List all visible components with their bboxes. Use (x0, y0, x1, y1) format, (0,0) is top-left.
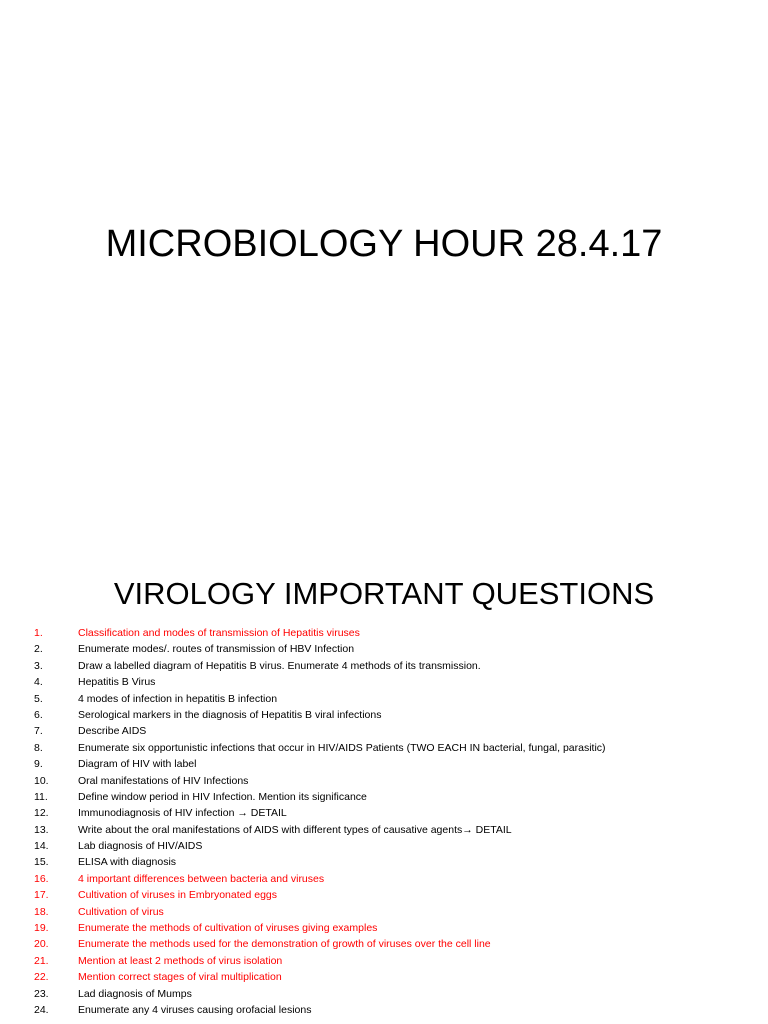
question-number: 2. (34, 643, 43, 656)
question-number: 3. (34, 659, 43, 672)
question-item (0, 854, 768, 870)
question-text: Describe AIDS (78, 725, 147, 738)
question-number: 22. (34, 971, 49, 984)
question-number: 9. (34, 758, 43, 771)
question-text: Lab diagnosis of HIV/AIDS (78, 840, 203, 853)
question-item (0, 871, 768, 887)
question-number: 19. (34, 922, 49, 935)
question-number: 12. (34, 807, 49, 820)
question-number: 15. (34, 856, 49, 869)
question-text: Mention correct stages of viral multiplication (78, 971, 282, 984)
question-item (0, 789, 768, 805)
question-item (0, 641, 768, 657)
question-number: 18. (34, 905, 49, 918)
question-item (0, 805, 768, 821)
question-number: 16. (34, 872, 49, 885)
question-item (0, 658, 768, 674)
question-item (0, 707, 768, 723)
question-number: 7. (34, 725, 43, 738)
question-item (0, 838, 768, 854)
question-text: Draw a labelled diagram of Hepatitis B virus. Enumerate 4 methods of its transmission. (78, 659, 481, 672)
question-item (0, 740, 768, 756)
question-list (0, 625, 768, 1018)
question-item (0, 691, 768, 707)
question-item (0, 723, 768, 739)
question-item (0, 936, 768, 952)
page-title: MICROBIOLOGY HOUR 28.4.17 (105, 223, 663, 265)
question-text: 4 important differences between bacteria and viruses (78, 872, 325, 885)
question-number: 24. (34, 1003, 49, 1016)
question-item (0, 756, 768, 772)
question-item (0, 887, 768, 903)
question-item (0, 822, 768, 838)
question-item (0, 625, 768, 641)
question-number: 13. (34, 823, 49, 836)
question-number: 8. (34, 741, 43, 754)
question-text: Enumerate any 4 viruses causing orofacial lesions (78, 1003, 312, 1016)
section-heading: VIROLOGY IMPORTANT QUESTIONS (113, 576, 655, 611)
question-text: Diagram of HIV with label (78, 758, 197, 771)
question-number: 21. (34, 954, 49, 967)
question-number: 23. (34, 987, 49, 1000)
question-number: 14. (34, 840, 49, 853)
question-item (0, 953, 768, 969)
question-text: Enumerate modes/. routes of transmission of HBV Infection (78, 643, 355, 656)
question-text: Enumerate the methods used for the demonstration of growth of viruses over the cell line (78, 938, 491, 951)
question-item (0, 674, 768, 690)
question-text: Write about the oral manifestations of AIDS with different types of causative agents→ DETAIL (78, 823, 512, 836)
question-item (0, 920, 768, 936)
question-text: Hepatitis B Virus (78, 676, 156, 689)
question-text: Cultivation of viruses in Embryonated eggs (78, 889, 278, 902)
question-text: Define window period in HIV Infection. Mention its significance (78, 790, 367, 803)
question-text: Oral manifestations of HIV Infections (78, 774, 249, 787)
question-text: Lad diagnosis of Mumps (78, 987, 192, 1000)
question-text: Enumerate the methods of cultivation of viruses giving examples (78, 922, 378, 935)
question-item (0, 773, 768, 789)
question-item (0, 986, 768, 1002)
question-text: Immunodiagnosis of HIV infection → DETAIL (78, 807, 287, 820)
question-text: Enumerate six opportunistic infections that occur in HIV/AIDS Patients (TWO EACH IN bacterial, fungal, parasitic) (78, 741, 606, 754)
question-text: Serological markers in the diagnosis of Hepatitis B viral infections (78, 708, 382, 721)
question-number: 20. (34, 938, 49, 951)
question-item (0, 1002, 768, 1018)
question-number: 11. (34, 790, 48, 803)
question-number: 5. (34, 692, 43, 705)
question-item (0, 969, 768, 985)
question-number: 6. (34, 708, 43, 721)
question-text: 4 modes of infection in hepatitis B infection (78, 692, 278, 705)
question-text: Cultivation of virus (78, 905, 164, 918)
question-number: 17. (34, 889, 49, 902)
question-text: ELISA with diagnosis (78, 856, 177, 869)
question-number: 10. (34, 774, 49, 787)
question-number: 1. (34, 627, 43, 639)
question-number: 4. (34, 676, 43, 689)
question-text: Mention at least 2 methods of virus isolation (78, 954, 283, 967)
question-item (0, 904, 768, 920)
question-text: Classification and modes of transmission of Hepatitis viruses (78, 627, 360, 639)
